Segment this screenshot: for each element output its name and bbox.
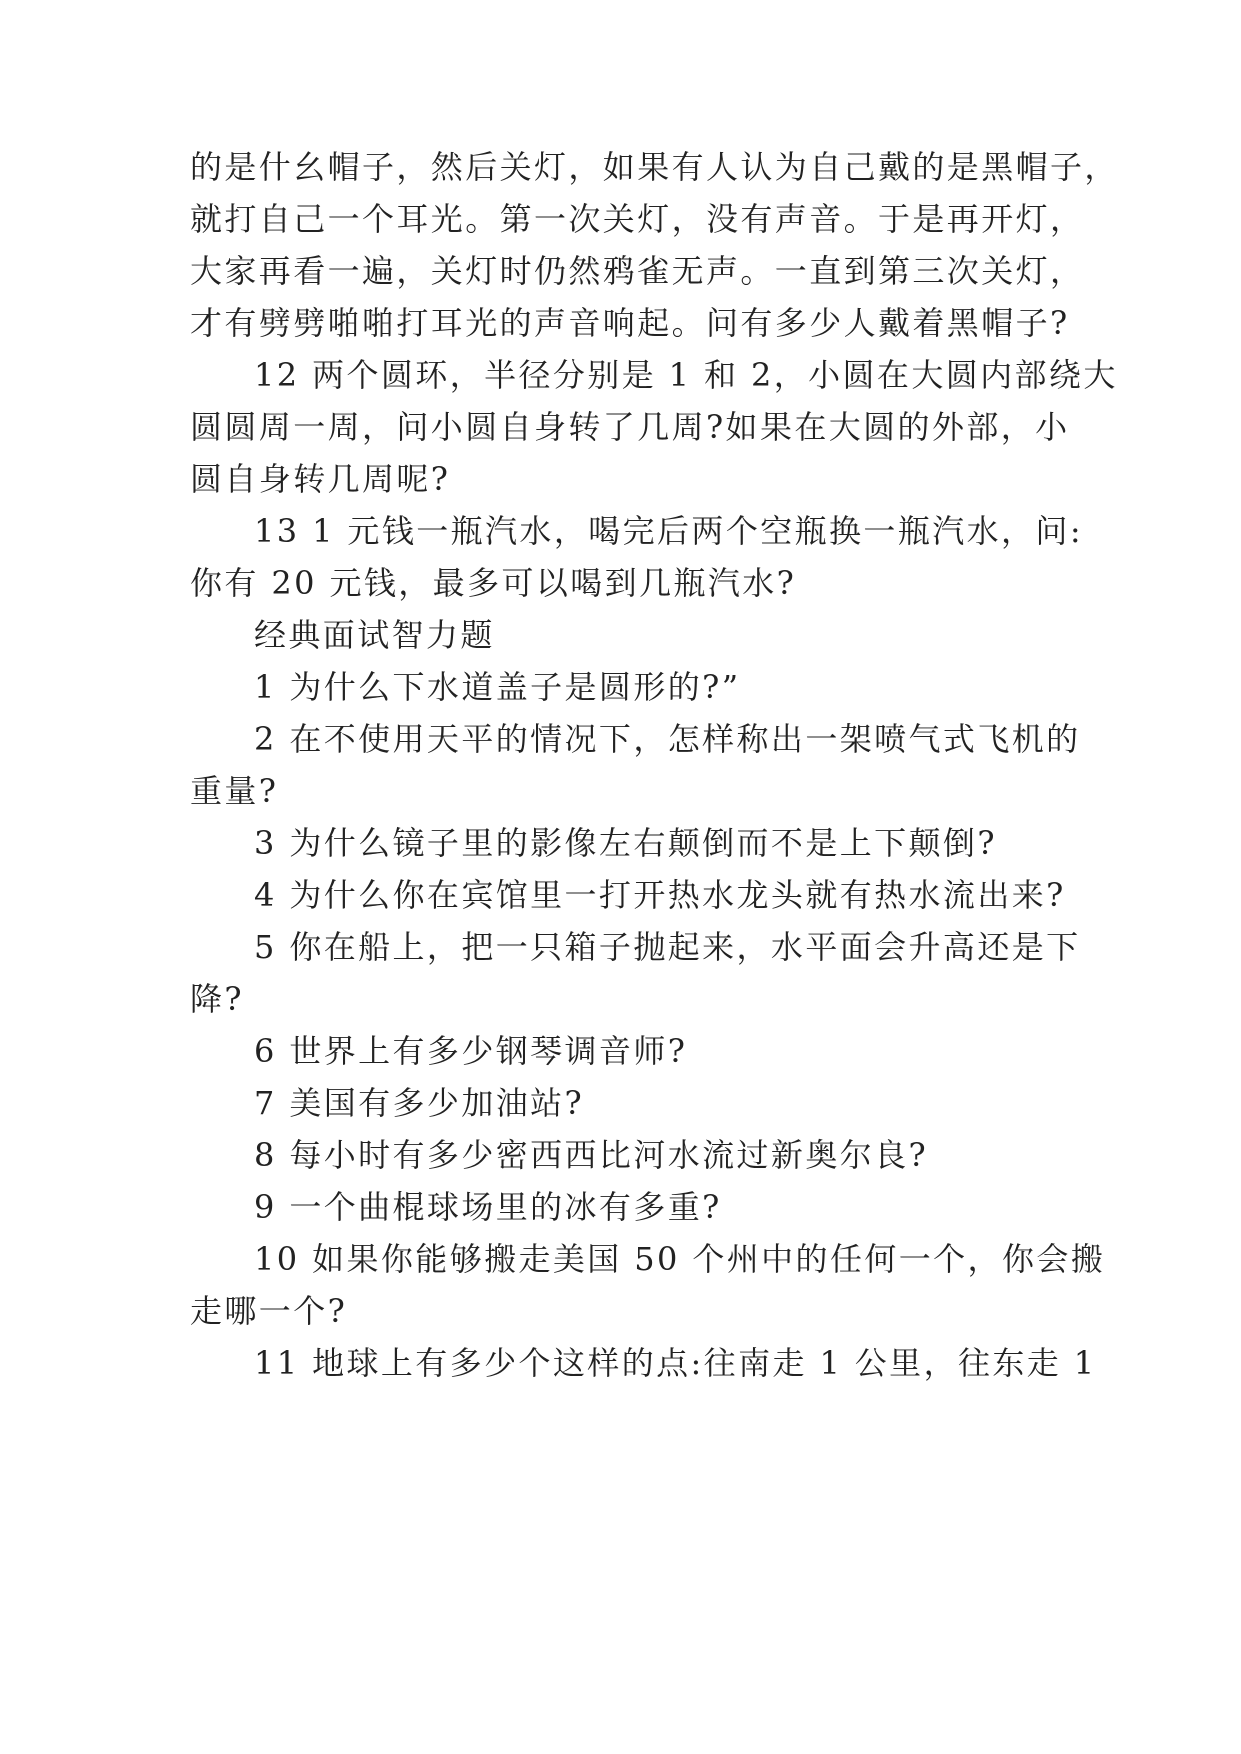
paragraph-start-line: 13 1 元钱一瓶汽水，喝完后两个空瓶换一瓶汽水，问: bbox=[254, 512, 1084, 550]
text-line: 就打自己一个耳光。第一次关灯，没有声音。于是再开灯， bbox=[190, 200, 1085, 238]
text-line: 降? bbox=[190, 980, 244, 1018]
text-line: 才有劈劈啪啪打耳光的声音响起。问有多少人戴着黑帽子? bbox=[190, 304, 1070, 342]
text-line: 你有 20 元钱，最多可以喝到几瓶汽水? bbox=[190, 564, 797, 602]
question-item: 5 你在船上，把一只箱子抛起来，水平面会升高还是下 bbox=[254, 928, 1081, 966]
question-item: 3 为什么镜子里的影像左右颠倒而不是上下颠倒? bbox=[254, 824, 997, 862]
question-item: 9 一个曲棍球场里的冰有多重? bbox=[254, 1188, 722, 1226]
text-line: 大家再看一遍，关灯时仍然鸦雀无声。一直到第三次关灯， bbox=[190, 252, 1085, 290]
text-line: 走哪一个? bbox=[190, 1292, 348, 1330]
question-item: 11 地球上有多少个这样的点:往南走 1 公里，往东走 1 bbox=[254, 1344, 1097, 1382]
text-line: 圆自身转几周呢? bbox=[190, 460, 451, 498]
question-item: 10 如果你能够搬走美国 50 个州中的任何一个，你会搬 bbox=[254, 1240, 1106, 1278]
paragraph-start-line: 12 两个圆环，半径分别是 1 和 2，小圆在大圆内部绕大 bbox=[254, 356, 1118, 394]
question-item: 6 世界上有多少钢琴调音师? bbox=[254, 1032, 688, 1070]
question-item: 4 为什么你在宾馆里一打开热水龙头就有热水流出来? bbox=[254, 876, 1066, 914]
section-heading: 经典面试智力题 bbox=[254, 616, 495, 654]
question-item: 2 在不使用天平的情况下，怎样称出一架喷气式飞机的 bbox=[254, 720, 1081, 758]
question-item: 8 每小时有多少密西西比河水流过新奥尔良? bbox=[254, 1136, 929, 1174]
question-item: 1 为什么下水道盖子是圆形的?” bbox=[254, 668, 741, 706]
text-line: 重量? bbox=[190, 772, 279, 810]
question-item: 7 美国有多少加油站? bbox=[254, 1084, 585, 1122]
text-line: 的是什幺帽子，然后关灯，如果有人认为自己戴的是黑帽子， bbox=[190, 148, 1119, 186]
text-line: 圆圆周一周，问小圆自身转了几周?如果在大圆的外部，小 bbox=[190, 408, 1070, 446]
